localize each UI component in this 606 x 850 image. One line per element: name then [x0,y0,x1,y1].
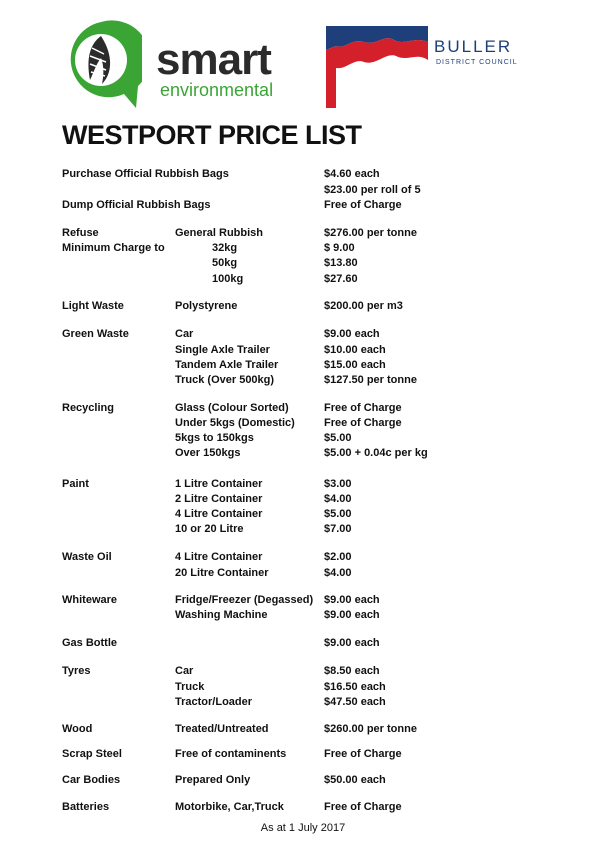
item-cell: Glass (Colour Sorted) [175,402,289,414]
category-cell: Minimum Charge to [62,242,165,254]
item-cell: Over 150kgs [175,447,241,459]
item-cell: 1 Litre Container [175,478,263,490]
category-cell: Light Waste [62,300,124,312]
item-cell: Single Axle Trailer [175,344,270,356]
item-cell: General Rubbish [175,227,264,239]
smart-logo-word: smart [156,35,271,84]
price-cell: $9.00 each [324,328,380,340]
category-cell: Green Waste [62,328,129,340]
item-cell: 5kgs to 150kgs [175,432,254,444]
price-cell: $5.00 [324,432,352,444]
item-cell: Truck [175,681,205,693]
price-cell: Free of Charge [324,801,402,813]
price-cell: $200.00 per m3 [324,300,403,312]
item-cell: 20 Litre Container [175,567,269,579]
price-cell: $3.00 [324,478,352,490]
item-cell: Polystyrene [175,300,238,312]
category-cell: Scrap Steel [62,748,122,760]
item-cell: Prepared Only [175,774,251,786]
buller-logo-word: BULLER [434,37,513,56]
price-cell: Free of Charge [324,199,402,211]
price-cell: $50.00 each [324,774,386,786]
category-cell: Tyres [62,665,91,677]
price-cell: $10.00 each [324,344,386,356]
price-cell: $ 9.00 [324,242,355,254]
category-cell: Recycling [62,402,114,414]
price-cell: Free of Charge [324,402,402,414]
item-cell: Car [175,665,194,677]
item-cell: 4 Litre Container [175,508,263,520]
wave-flag-icon [324,22,432,110]
buller-logo-subtitle: DISTRICT COUNCIL [436,59,518,66]
price-cell: Free of Charge [324,748,402,760]
item-cell: Car [175,328,194,340]
price-cell: $27.60 [324,273,358,285]
date-footer: As at 1 July 2017 [260,822,346,834]
item-cell: Truck (Over 500kg) [175,374,275,386]
item-cell: Free of contaminents [175,748,287,760]
fern-leaf-icon [60,18,142,112]
price-cell: $276.00 per tonne [324,227,417,239]
category-cell: Refuse [62,227,99,239]
category-cell: Waste Oil [62,551,112,563]
smart-environmental-logo [60,18,290,118]
price-cell: $260.00 per tonne [324,723,417,735]
price-cell: $9.00 each [324,594,380,606]
price-cell: $4.00 [324,493,352,505]
category-cell: Paint [62,478,89,490]
price-cell: $47.50 each [324,696,386,708]
item-cell: Under 5kgs (Domestic) [175,417,295,429]
item-cell: 10 or 20 Litre [175,523,244,535]
price-cell: $4.60 each [324,168,380,180]
price-cell: $15.00 each [324,359,386,371]
item-cell: Tandem Axle Trailer [175,359,279,371]
item-cell: Tractor/Loader [175,696,253,708]
item-cell: 50kg [212,257,238,269]
buller-district-council-logo [324,22,524,112]
item-cell: Motorbike, Car,Truck [175,801,284,813]
category-cell: Batteries [62,801,110,813]
category-cell: Wood [62,723,93,735]
price-cell: $13.80 [324,257,358,269]
item-cell: 100kg [212,273,244,285]
price-cell: $5.00 + 0.04c per kg [324,447,428,459]
price-cell: $16.50 each [324,681,386,693]
item-cell: Fridge/Freezer (Degassed) [175,594,314,606]
category-cell: Car Bodies [62,774,121,786]
price-cell: $9.00 each [324,609,380,621]
price-cell: $9.00 each [324,637,380,649]
category-cell: Whiteware [62,594,118,606]
category-cell: Purchase Official Rubbish Bags [62,168,229,180]
price-cell: $8.50 each [324,665,380,677]
item-cell: 2 Litre Container [175,493,263,505]
page-title: WESTPORT PRICE LIST [62,120,362,150]
category-cell: Dump Official Rubbish Bags [62,199,211,211]
price-cell: $23.00 per roll of 5 [324,184,421,196]
item-cell: 4 Litre Container [175,551,263,563]
smart-logo-subtitle: environmental [160,80,274,100]
category-cell: Gas Bottle [62,637,118,649]
item-cell: 32kg [212,242,238,254]
price-cell: $5.00 [324,508,352,520]
item-cell: Treated/Untreated [175,723,269,735]
item-cell: Washing Machine [175,609,268,621]
price-cell: $127.50 per tonne [324,374,417,386]
price-cell: $7.00 [324,523,352,535]
price-cell: $4.00 [324,567,352,579]
price-cell: $2.00 [324,551,352,563]
price-cell: Free of Charge [324,417,402,429]
